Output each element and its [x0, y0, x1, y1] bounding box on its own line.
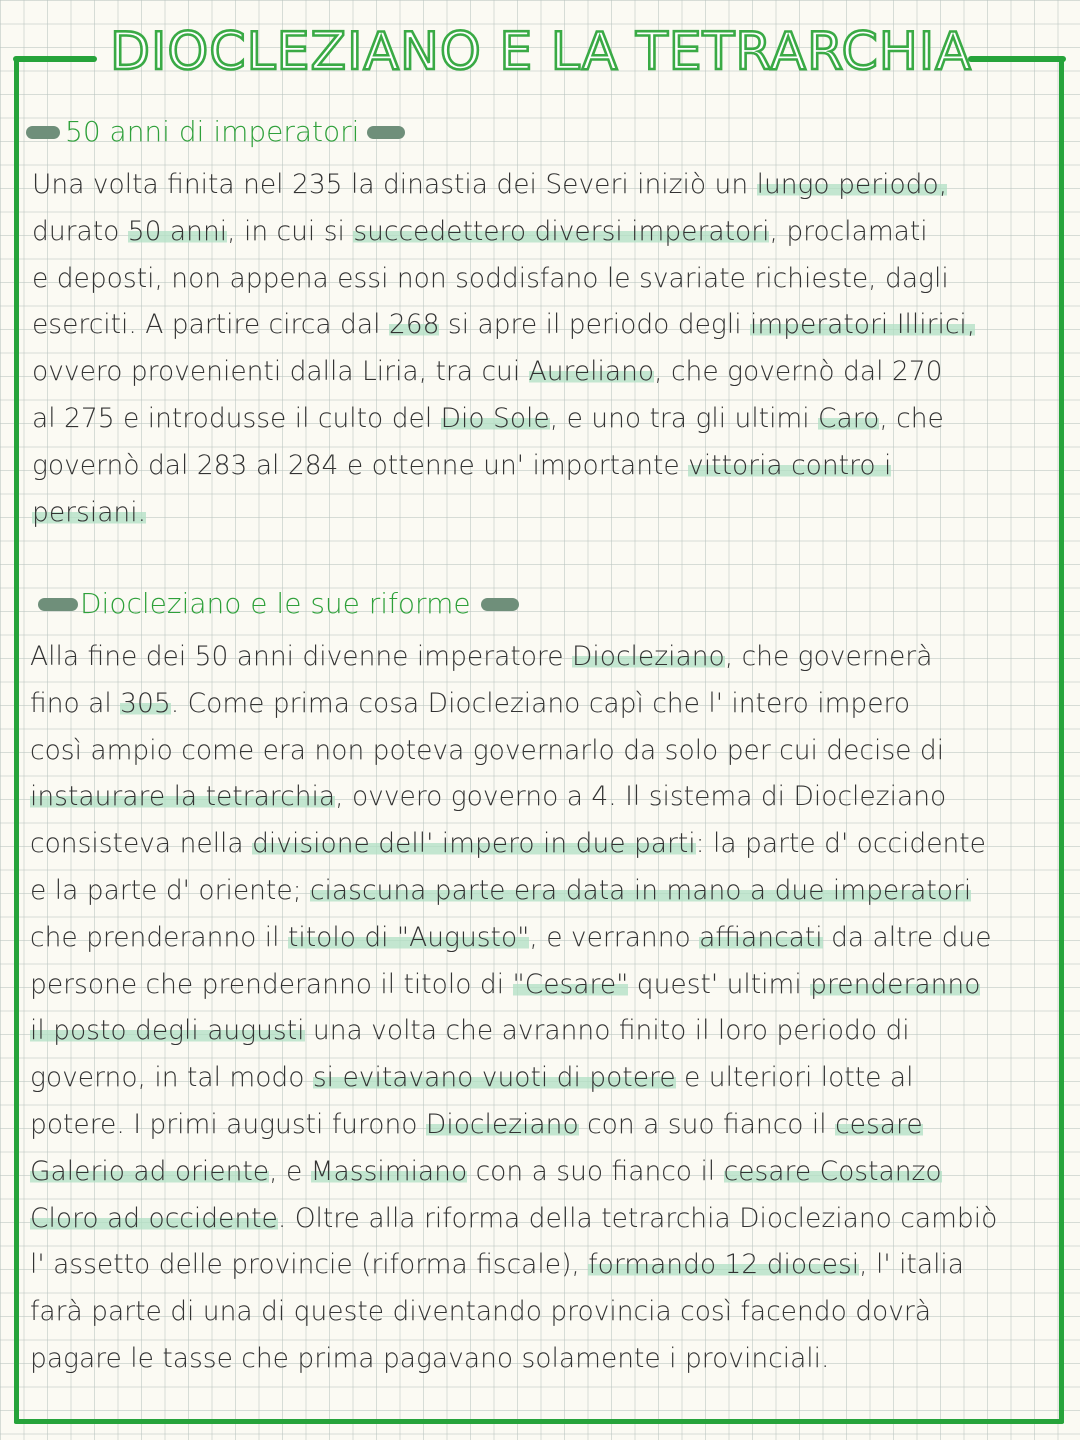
text-line — [30, 634, 997, 681]
text-segment: con a suo fianco il — [578, 1108, 836, 1140]
highlighted-text: instaurare la tetrarchia — [30, 781, 336, 813]
text-line — [30, 1242, 997, 1289]
text-segment: al 275 e introdusse il culto del — [32, 402, 441, 434]
heading-marker-left-icon — [38, 598, 78, 611]
heading-marker-left-icon — [26, 126, 60, 139]
text-segment: persone che prenderanno il titolo di — [30, 968, 513, 1000]
text-segment: una volta che avranno finito il loro periodo di — [304, 1015, 910, 1047]
text-line — [30, 728, 997, 775]
highlighted-text: prenderanno — [810, 968, 981, 1000]
highlighted-text: Caro — [818, 402, 880, 434]
highlighted-text: Aureliano — [528, 356, 655, 388]
highlighted-text: il posto degli augusti — [30, 1015, 305, 1047]
text-line — [30, 962, 997, 1009]
text-segment: , che governerà — [724, 641, 933, 672]
text-segment: , l' italia — [859, 1249, 965, 1281]
text-segment: , proclamati — [769, 215, 928, 247]
highlighted-text: Dio Sole — [440, 402, 550, 434]
highlighted-text: vittoria contro i — [688, 449, 892, 481]
text-segment: , e uno tra gli ultimi — [549, 402, 819, 434]
text-segment: eserciti. A partire circa dal — [32, 309, 389, 341]
text-segment: fino al — [30, 687, 121, 719]
text-segment: . Oltre alla riforma della tetrarchia Diocleziano cambiò — [277, 1202, 998, 1234]
section-heading-2 — [38, 584, 519, 624]
text-line — [32, 162, 975, 209]
section-paragraph-2 — [30, 634, 997, 1383]
highlighted-text: si evitavano vuoti di potere — [312, 1062, 676, 1094]
text-line — [32, 490, 975, 537]
text-segment: Una volta finita nel 235 la dinastia dei Severi iniziò un — [32, 169, 757, 200]
text-segment: l' assetto delle provincie (riforma fiscale), — [30, 1249, 589, 1281]
text-segment: , che governò dal 270 — [654, 356, 943, 388]
text-line — [32, 443, 975, 490]
text-segment: . Come prima cosa Diocleziano capì che l' intero impero — [170, 687, 911, 719]
highlighted-text: divisione dell' impero in due parti — [252, 828, 696, 860]
section-paragraph-1 — [32, 162, 975, 536]
text-segment: e ulteriori lotte al — [675, 1062, 914, 1094]
highlighted-text: Galerio ad oriente — [30, 1155, 270, 1187]
heading-marker-right-icon — [481, 598, 519, 611]
text-line — [30, 1055, 997, 1102]
text-segment: con a suo fianco il — [467, 1155, 724, 1187]
text-segment: si apre il periodo degli — [439, 309, 750, 341]
highlighted-text: Diocleziano — [571, 641, 725, 672]
text-line — [30, 1008, 997, 1055]
text-segment: che prenderanno il — [30, 921, 288, 953]
section-heading-2-text: Diocleziano e le sue riforme — [80, 587, 471, 620]
text-segment: consisteva nella — [30, 828, 253, 860]
highlighted-text: affiancati — [699, 921, 823, 953]
text-line — [30, 1149, 997, 1196]
text-line — [30, 1336, 997, 1383]
highlighted-text: cesare Costanzo — [723, 1155, 942, 1187]
text-segment: , che — [879, 402, 944, 434]
text-line — [30, 774, 997, 821]
text-line — [30, 821, 997, 868]
text-line — [30, 1196, 997, 1243]
highlighted-text: Diocleziano — [425, 1108, 579, 1140]
text-segment: potere. I primi augusti furono — [30, 1108, 426, 1140]
text-segment: governò dal 283 al 284 e ottenne un' importante — [32, 449, 689, 481]
highlighted-text: 305 — [120, 687, 171, 719]
highlighted-text: titolo di "Augusto" — [287, 921, 530, 953]
text-segment: ovvero provenienti dalla Liria, tra cui — [32, 356, 529, 388]
text-segment: pagare le tasse che prima pagavano solamente i provinciali. — [30, 1342, 830, 1374]
highlighted-text: 50 anni — [127, 215, 228, 247]
text-segment: e la parte d' oriente; — [30, 874, 310, 906]
text-segment: , in cui si — [227, 215, 354, 247]
text-line — [30, 1289, 997, 1336]
heading-marker-right-icon — [367, 126, 405, 139]
text-segment: durato — [32, 215, 128, 247]
highlighted-text: cesare — [835, 1108, 923, 1140]
text-line — [32, 302, 975, 349]
highlighted-text: Cloro ad occidente — [30, 1202, 278, 1234]
text-segment: , e — [269, 1155, 311, 1187]
section-heading-1 — [26, 112, 405, 152]
highlighted-text: ciascuna parte era data in mano a due imperatori — [309, 874, 972, 906]
section-heading-1-text: 50 anni di imperatori — [65, 115, 360, 148]
text-segment: : la parte d' occidente — [695, 828, 986, 860]
text-line — [30, 915, 997, 962]
text-line — [30, 868, 997, 915]
text-segment: farà parte di una di queste diventando provincia così facendo dovrà — [30, 1296, 932, 1328]
text-line — [30, 681, 997, 728]
frame-top-line-left — [13, 56, 97, 62]
highlighted-text: "Cesare" — [512, 968, 629, 1000]
highlighted-text: succedettero diversi imperatori — [353, 215, 770, 247]
highlighted-text: lungo periodo, — [756, 169, 948, 200]
text-segment: Alla fine dei 50 anni divenne imperatore — [30, 641, 572, 672]
text-line — [30, 1102, 997, 1149]
text-line — [32, 396, 975, 443]
highlighted-text: formando 12 diocesi — [588, 1249, 860, 1281]
text-segment: governo, in tal modo — [30, 1062, 313, 1094]
highlighted-text: imperatori Illirici, — [749, 309, 976, 341]
highlighted-text: Massimiano — [310, 1155, 468, 1187]
text-segment: , e verranno — [529, 921, 700, 953]
text-segment: , ovvero governo a 4. Il sistema di Diocleziano — [335, 781, 947, 813]
text-segment: quest' ultimi — [628, 968, 811, 1000]
text-segment: da altre due — [822, 921, 992, 953]
text-segment: così ampio come era non poteva governarlo da solo per cui decise di — [30, 734, 945, 766]
text-segment: e deposti, non appena essi non soddisfano le svariate richieste, dagli — [32, 262, 949, 294]
frame-top-line-right — [968, 56, 1066, 62]
text-line — [32, 349, 975, 396]
text-line — [32, 209, 975, 256]
page-title: DIOCLEZIANO E LA TETRARCHIA — [110, 22, 972, 82]
highlighted-text: 268 — [388, 309, 440, 341]
highlighted-text: persiani. — [32, 496, 147, 528]
text-line — [32, 256, 975, 303]
